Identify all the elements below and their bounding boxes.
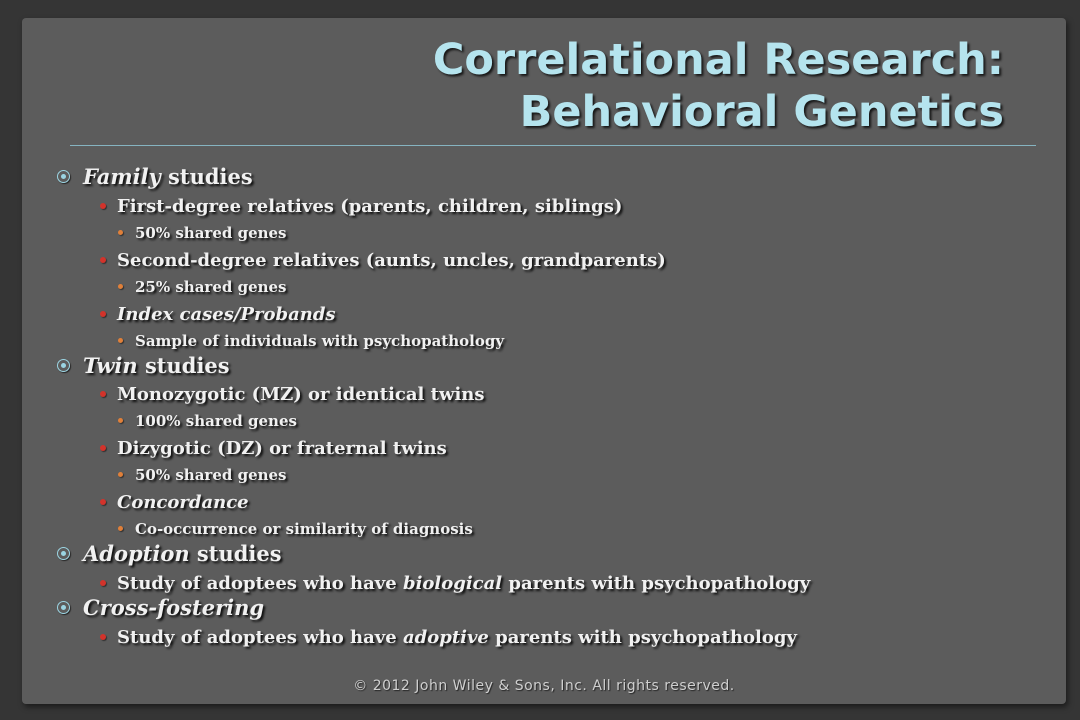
bullet-first-degree bbox=[100, 196, 622, 217]
title-line-1: Correlational Research: bbox=[432, 35, 1004, 85]
adoption-item-em: biological bbox=[402, 573, 503, 594]
level3-bullet-icon bbox=[118, 338, 123, 343]
adoption-label-em: Adoption bbox=[83, 541, 190, 566]
adoption-item-pre: Study of adoptees who have bbox=[117, 573, 403, 594]
bullet-adoption-item bbox=[100, 573, 810, 594]
level3-bullet-icon bbox=[118, 230, 123, 235]
concordance-text: Concordance bbox=[117, 492, 249, 513]
level2-bullet-icon bbox=[100, 203, 106, 209]
family-label-em: Family bbox=[83, 164, 161, 189]
level3-bullet-icon bbox=[118, 284, 123, 289]
bullet-cross-fostering bbox=[58, 595, 264, 620]
bullet-family-studies bbox=[58, 164, 253, 189]
mz-detail-text: 100% shared genes bbox=[135, 412, 297, 430]
bullet-concordance-detail bbox=[118, 520, 473, 538]
bullet-dz-detail bbox=[118, 466, 287, 484]
cross-fostering-label-em: Cross-fostering bbox=[83, 595, 265, 620]
content-panel bbox=[22, 18, 1066, 704]
second-degree-text: Second-degree relatives (aunts, uncles, grandparents) bbox=[117, 250, 666, 271]
mz-text: Monozygotic (MZ) or identical twins bbox=[117, 384, 485, 405]
bullet-cross-fostering-item bbox=[100, 627, 797, 648]
title-line-2: Behavioral Genetics bbox=[519, 87, 1004, 137]
index-cases-text: Index cases/Probands bbox=[117, 304, 336, 325]
dz-detail-text: 50% shared genes bbox=[135, 466, 287, 484]
level3-bullet-icon bbox=[118, 472, 123, 477]
second-degree-detail-text: 25% shared genes bbox=[135, 278, 287, 296]
adoption-item-post: parents with psychopathology bbox=[502, 573, 811, 594]
level2-bullet-icon bbox=[100, 257, 106, 263]
level2-bullet-icon bbox=[100, 311, 106, 317]
twin-label-rest: studies bbox=[137, 353, 230, 378]
level2-bullet-icon bbox=[100, 499, 106, 505]
level1-bullet-icon bbox=[57, 359, 70, 372]
level1-bullet-icon bbox=[57, 547, 70, 560]
bullet-index-cases bbox=[100, 304, 336, 325]
dz-text: Dizygotic (DZ) or fraternal twins bbox=[117, 438, 447, 459]
adoption-label-rest: studies bbox=[189, 541, 282, 566]
bullet-dizygotic bbox=[100, 438, 447, 459]
bullet-second-degree-detail bbox=[118, 278, 287, 296]
level3-bullet-icon bbox=[118, 418, 123, 423]
level3-bullet-icon bbox=[118, 526, 123, 531]
level2-bullet-icon bbox=[100, 580, 106, 586]
level2-bullet-icon bbox=[100, 445, 106, 451]
level2-bullet-icon bbox=[100, 634, 106, 640]
level1-bullet-icon bbox=[57, 601, 70, 614]
bullet-index-cases-detail bbox=[118, 332, 504, 350]
first-degree-text: First-degree relatives (parents, children, siblings) bbox=[117, 196, 623, 217]
family-label-rest: studies bbox=[160, 164, 253, 189]
bullet-twin-studies bbox=[58, 353, 230, 378]
copyright-footer: © 2012 John Wiley & Sons, Inc. All rights reserved. bbox=[353, 678, 735, 694]
bullet-adoption-studies bbox=[58, 541, 282, 566]
bullet-list bbox=[22, 18, 1066, 704]
twin-label-em: Twin bbox=[83, 353, 138, 378]
level1-bullet-icon bbox=[57, 170, 70, 183]
cross-fostering-item-em: adoptive bbox=[402, 627, 489, 648]
concordance-detail-text: Co-occurrence or similarity of diagnosis bbox=[135, 520, 473, 538]
cross-fostering-item-post: parents with psychopathology bbox=[488, 627, 797, 648]
bullet-mz-detail bbox=[118, 412, 297, 430]
bullet-first-degree-detail bbox=[118, 224, 287, 242]
first-degree-detail-text: 50% shared genes bbox=[135, 224, 287, 242]
level2-bullet-icon bbox=[100, 391, 106, 397]
index-cases-detail-text: Sample of individuals with psychopathology bbox=[135, 332, 505, 350]
bullet-second-degree bbox=[100, 250, 666, 271]
bullet-monozygotic bbox=[100, 384, 485, 405]
cross-fostering-item-pre: Study of adoptees who have bbox=[117, 627, 403, 648]
bullet-concordance bbox=[100, 492, 249, 513]
